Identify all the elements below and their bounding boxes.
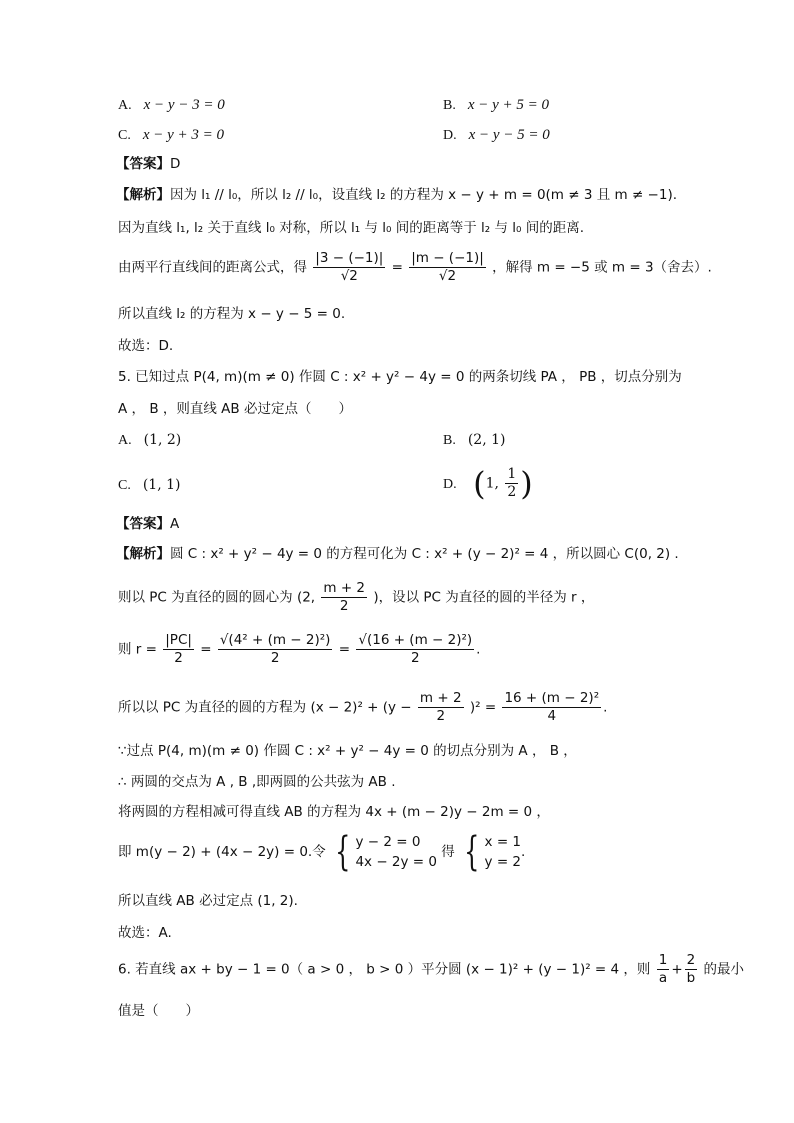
- circle-eq-rhs-fraction: $\frac{\text{16 + (m − 2)²}}{4}$: [504, 690, 600, 724]
- distance-fraction-1: $\frac{|3 - (-1)|}{√2}$: [315, 250, 384, 284]
- q6-stem-line2: 值是（ ）: [118, 1003, 199, 1019]
- radius-fraction-3: $\frac{\text{√(16 + (m − 2)²)}}{2}$: [358, 632, 473, 666]
- radius-fraction-2: $\frac{\text{√(4² + (m − 2)²)}}{2}$: [219, 632, 331, 666]
- q5-analysis-line6: ∴ 两圆的交点为 A , B ,即两圆的公共弦为 AB .: [118, 774, 396, 790]
- solution-system: { x = 1 y = 2: [464, 829, 522, 875]
- q5-analysis-line3: 则 r = $\frac{|PC|}{2}$ = $\frac{\text{√(4² + (m − 2)²)}}{2}$ = $\frac{\text{√(16 + (m − 2)²)}}{2}$ .: [118, 632, 481, 666]
- q5-analysis-line1: 【解析】圆 C : x² + y² − 4y = 0 的方程可化为 C : x² + (y − 2)² = 4 ，所以圆心 C(0, 2) .: [116, 546, 679, 562]
- q5-analysis-line8: 即 m(y − 2) + (4x − 2y) = 0.令 { y − 2 = 0 4x − 2y = 0 得 { x = 1 y = 2 .: [118, 829, 526, 875]
- distance-fraction-2: $\frac{|m - (-1)|}{√2}$: [411, 250, 484, 284]
- q4-answer: 【答案】D: [116, 156, 181, 172]
- q4-analysis-line3: 由两平行直线间的距离公式，得 $\frac{|3 - (-1)|}{√2}$ = $\frac{|m - (-1)|}{√2}$ ，解得 m = −5 或 m = 3（舍去）.: [118, 250, 712, 284]
- equation-system: { y − 2 = 0 4x − 2y = 0: [335, 829, 437, 875]
- q5-analysis-line4: 所以以 PC 为直径的圆的方程为 (x − 2)² + (y − $\frac{m + 2}{2}$ )² = $\frac{\text{16 + (m − 2)²}}{4}$ .: [118, 690, 608, 724]
- q6-stem-line1: 6. 若直线 ax + by − 1 = 0（ a > 0 ， b > 0 ）平分圆 (x − 1)² + (y − 1)² = 4 ，则 $\frac{1}{a}$ + $\frac{2}{b}$ 的最小: [118, 952, 745, 986]
- radius-fraction-1: $\frac{|PC|}{2}$: [165, 632, 192, 666]
- q5-stem-line1: 5. 已知过点 P(4, m)(m ≠ 0) 作圆 C : x² + y² − 4y = 0 的两条切线 PA ， PB ，切点分别为: [118, 369, 682, 385]
- q5-analysis-line9: 所以直线 AB 必过定点 (1, 2).: [118, 893, 298, 909]
- q5-stem-line2: A ， B ，则直线 AB 必过定点（ ）: [118, 401, 352, 417]
- option-d-fraction: $\frac{1}{2}$: [507, 466, 517, 500]
- q6-fraction-1: $\frac{1}{a}$: [658, 952, 668, 986]
- q4-option-a: A. x − y − 3 = 0: [118, 97, 225, 113]
- center-y-fraction: $\frac{m + 2}{2}$: [323, 580, 366, 614]
- q5-answer: 【答案】A: [116, 516, 180, 532]
- q4-analysis-line2: 因为直线 l₁, l₂ 关于直线 l₀ 对称，所以 l₁ 与 l₀ 间的距离等于 l₂ 与 l₀ 间的距离.: [118, 220, 585, 236]
- q4-option-d: D. x − y − 5 = 0: [443, 127, 550, 143]
- q5-analysis-line5: ∵过点 P(4, m)(m ≠ 0) 作圆 C : x² + y² − 4y = 0 的切点分别为 A ， B ，: [118, 743, 577, 759]
- q5-analysis-line2: 则以 PC 为直径的圆的圆心为 (2, $\frac{m + 2}{2}$ )，设以 PC 为直径的圆的半径为 r ，: [118, 580, 595, 614]
- q4-option-c: C. x − y + 3 = 0: [118, 127, 225, 143]
- q5-option-c: C. (1, 1): [118, 477, 181, 493]
- q5-analysis-line7: 将两圆的方程相减可得直线 AB 的方程为 4x + (m − 2)y − 2m = 0 ，: [118, 804, 550, 820]
- q5-option-d: D. (1, $\frac{1}{2}$ ): [443, 464, 533, 503]
- q5-analysis-line10: 故选：A.: [118, 925, 172, 941]
- q4-analysis-line1: 【解析】因为 l₁ // l₀，所以 l₂ // l₀，设直线 l₂ 的方程为 x − y + m = 0(m ≠ 3 且 m ≠ −1).: [116, 187, 678, 203]
- q4-analysis-line4: 所以直线 l₂ 的方程为 x − y − 5 = 0.: [118, 306, 346, 322]
- q4-option-b: B. x − y + 5 = 0: [443, 97, 550, 113]
- q6-fraction-2: $\frac{2}{b}$: [686, 952, 696, 986]
- q4-analysis-line5: 故选：D.: [118, 338, 174, 354]
- circle-eq-fraction: $\frac{m + 2}{2}$: [419, 690, 462, 724]
- q5-option-a: A. (1, 2): [118, 432, 182, 448]
- q5-option-b: B. (2, 1): [443, 432, 506, 448]
